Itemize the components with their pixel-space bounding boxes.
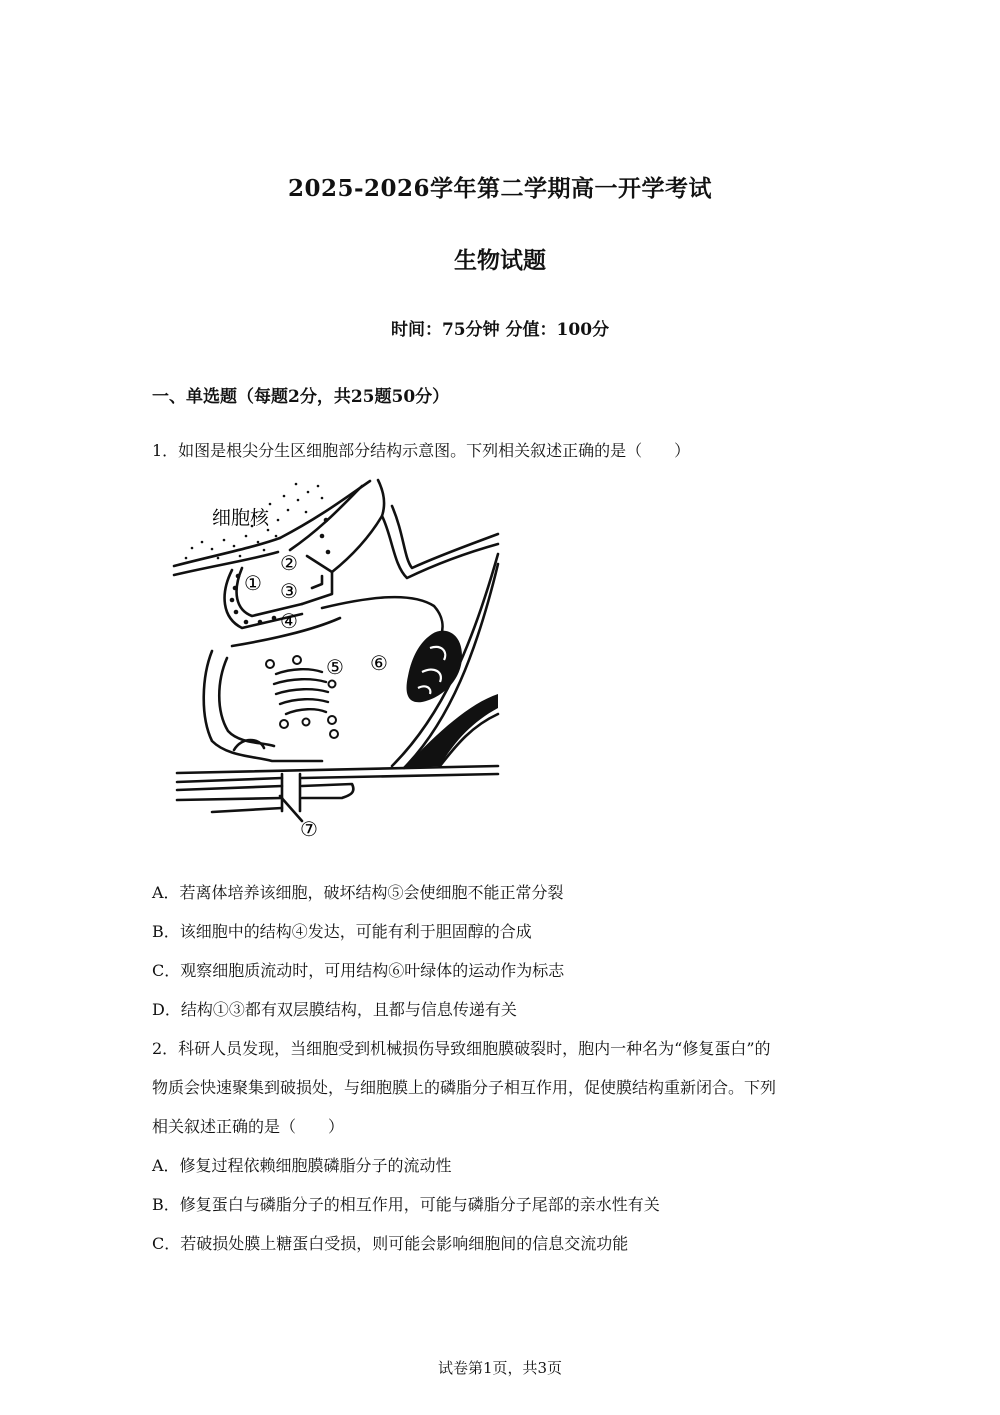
cell-structure-figure xyxy=(172,476,502,846)
section-heading: 一、单选题（每题2分，共25题50分） xyxy=(152,387,450,407)
label-3: ③ xyxy=(280,579,298,603)
page-footer: 试卷第1页，共3页 xyxy=(437,1359,563,1377)
label-7: ⑦ xyxy=(300,817,318,841)
question-2-option-c: C．若破损处膜上糖蛋白受损，则可能会影响细胞间的信息交流功能 xyxy=(152,1234,629,1253)
question-1-option-c: C．观察细胞质流动时，可用结构⑥叶绿体的运动作为标志 xyxy=(152,961,565,980)
nucleus-label: 细胞核 xyxy=(212,507,270,529)
question-2-stem-line-3: 相关叙述正确的是（ ） xyxy=(152,1117,345,1136)
question-2-option-b: B．修复蛋白与磷脂分子的相互作用，可能与磷脂分子尾部的亲水性有关 xyxy=(152,1195,660,1214)
label-4: ④ xyxy=(280,609,298,633)
question-2-stem-line-1: 2．科研人员发现，当细胞受到机械损伤导致细胞膜破裂时，胞内一种名为“修复蛋白”的 xyxy=(152,1039,771,1058)
subject-title: 生物试题 xyxy=(454,247,546,274)
question-1-stem: 1．如图是根尖分生区细胞部分结构示意图。下列相关叙述正确的是（ ） xyxy=(152,441,691,460)
question-2-option-a: A．修复过程依赖细胞膜磷脂分子的流动性 xyxy=(152,1156,452,1175)
label-6: ⑥ xyxy=(370,651,388,675)
exam-title: 2025-2026学年第二学期高一开学考试 xyxy=(287,175,713,202)
question-1-option-d: D．结构①③都有双层膜结构，且都与信息传递有关 xyxy=(152,1000,517,1019)
question-1-option-a: A．若离体培养该细胞，破坏结构⑤会使细胞不能正常分裂 xyxy=(152,883,564,902)
label-5: ⑤ xyxy=(326,655,344,679)
label-1: ① xyxy=(244,571,262,595)
label-2: ② xyxy=(280,551,298,575)
question-1-option-b: B．该细胞中的结构④发达，可能有利于胆固醇的合成 xyxy=(152,922,532,941)
question-2-stem-line-2: 物质会快速聚集到破损处，与细胞膜上的磷脂分子相互作用，促使膜结构重新闭合。下列 xyxy=(152,1078,777,1097)
exam-meta: 时间：75分钟 分值：100分 xyxy=(390,320,610,340)
